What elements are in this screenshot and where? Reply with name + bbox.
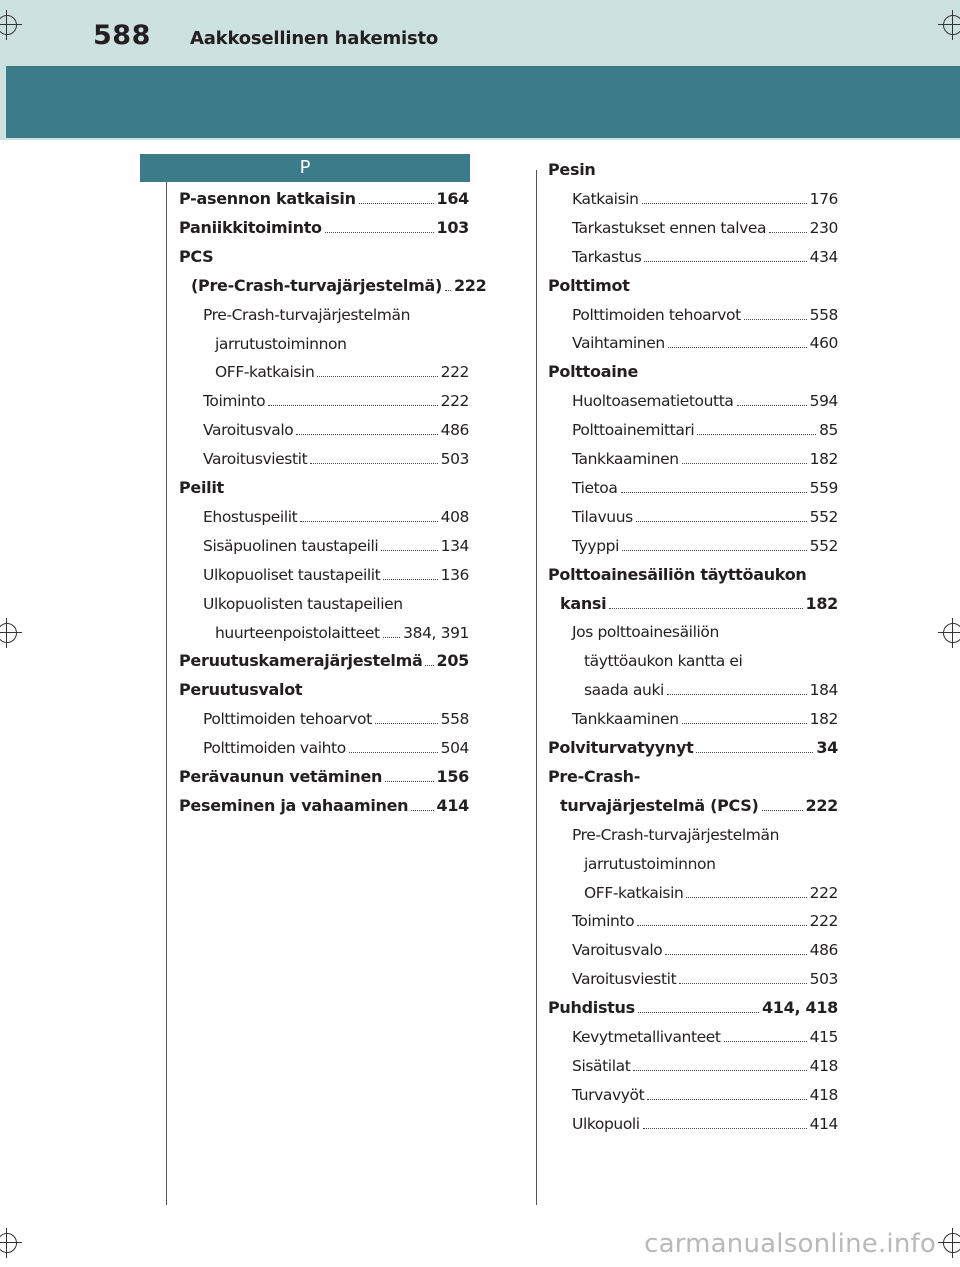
- index-term: Polttoainesäiliön täyttöaukon: [548, 564, 807, 584]
- index-term: Pre-Crash-turvajärjestelmän: [203, 305, 411, 324]
- index-page-number: 85: [819, 421, 838, 440]
- index-page-number: 434: [809, 247, 838, 266]
- index-entry: [203, 504, 469, 528]
- dot-leader: [349, 752, 438, 753]
- dot-leader: [667, 694, 807, 695]
- index-entry: [572, 186, 838, 210]
- index-term: Polttimoiden tehoarvot: [203, 710, 372, 729]
- index-entry: [203, 388, 469, 412]
- dot-leader: [359, 203, 434, 204]
- index-term: Polttoaine: [548, 362, 639, 382]
- index-page-number: 230: [809, 218, 838, 237]
- index-term: jarrutustoiminnon: [215, 334, 347, 353]
- index-term: Tarkastukset ennen talvea: [572, 218, 767, 237]
- dot-leader: [737, 405, 807, 406]
- index-entry: [548, 995, 838, 1019]
- dot-leader: [317, 376, 437, 377]
- index-page-number: 222: [809, 883, 838, 902]
- index-term: P-asennon katkaisin: [179, 189, 356, 208]
- index-page-number: 184: [809, 681, 838, 700]
- index-page-number: 558: [440, 710, 469, 729]
- index-term: Peilit: [179, 478, 224, 497]
- index-entry: [179, 215, 469, 239]
- index-page-number: 460: [809, 334, 838, 353]
- index-entry: [572, 1082, 838, 1106]
- index-term: Varoitusvalo: [203, 421, 294, 440]
- index-entry: [179, 475, 469, 499]
- index-term: Ulkopuoliset taustapeilit: [203, 565, 381, 584]
- dot-leader: [636, 521, 807, 522]
- registration-mark-icon: [0, 1228, 22, 1258]
- index-term: Jos polttoainesäiliön: [572, 623, 719, 642]
- index-page-number: 134: [440, 536, 469, 555]
- index-term: Katkaisin: [572, 189, 639, 208]
- index-term: huurteenpoistolaitteet: [215, 623, 380, 642]
- registration-mark-icon: [938, 618, 960, 648]
- index-term: Pre-Crash-: [548, 766, 641, 786]
- index-term: OFF-katkaisin: [584, 883, 684, 902]
- index-term: (Pre-Crash-turvajärjestelmä): [191, 275, 442, 295]
- index-entry: [548, 735, 838, 759]
- index-term: Sisäpuolinen taustapeili: [203, 536, 379, 555]
- index-entry: [203, 562, 469, 586]
- dot-leader: [383, 637, 400, 638]
- index-term: OFF-katkaisin: [215, 363, 315, 382]
- dot-leader: [381, 550, 437, 551]
- index-entry: [548, 359, 838, 383]
- index-entry: [179, 793, 469, 817]
- index-page-number: 415: [809, 1028, 838, 1046]
- index-term: Vaihtaminen: [572, 334, 665, 353]
- index-entry: [179, 764, 469, 788]
- index-term: täyttöaukon kantta ei: [584, 652, 743, 671]
- index-page-number: 103: [436, 217, 469, 237]
- index-entry: [572, 215, 838, 239]
- index-term: Pre-Crash-turvajärjestelmän: [572, 825, 780, 844]
- index-term: Pesin: [548, 160, 596, 179]
- dot-leader: [762, 810, 803, 811]
- index-entry: [572, 533, 838, 557]
- index-entry: [572, 706, 838, 730]
- index-term: Peruutuskamerajärjestelmä: [179, 651, 423, 671]
- index-page-number: 222: [440, 392, 469, 411]
- index-term: Polttimoiden tehoarvot: [572, 305, 741, 324]
- index-page-number: 552: [809, 507, 838, 526]
- index-page-number: 205: [436, 651, 469, 671]
- index-term: PCS: [179, 246, 214, 266]
- index-term: Peruutusvalot: [179, 680, 303, 700]
- index-page-number: 222: [805, 795, 838, 815]
- index-term: Tyyppi: [572, 536, 619, 555]
- watermark: carmanualsonline.info: [644, 1229, 936, 1259]
- dot-leader: [682, 463, 807, 464]
- index-entry: [572, 822, 838, 846]
- index-entry: [572, 446, 838, 470]
- index-term: Paniikkitoiminto: [179, 217, 322, 237]
- page-title: Aakkosellinen hakemisto: [190, 28, 439, 49]
- index-entry: [572, 302, 838, 326]
- right-column-rule: [536, 170, 537, 1205]
- dot-leader: [310, 463, 437, 464]
- index-page-number: 418: [809, 1085, 838, 1104]
- dot-leader: [325, 232, 434, 233]
- index-term: Ulkopuoli: [572, 1114, 640, 1133]
- registration-mark-icon: [0, 10, 22, 40]
- dot-leader: [268, 405, 437, 406]
- index-page-number: 182: [809, 450, 838, 468]
- index-term: Perävaunun vetäminen: [179, 767, 383, 786]
- index-page-number: 176: [809, 189, 838, 208]
- dot-leader: [411, 810, 433, 811]
- dot-leader: [647, 1099, 806, 1100]
- dot-leader: [425, 665, 433, 666]
- index-term: Varoitusviestit: [203, 450, 308, 469]
- dot-leader: [637, 925, 806, 926]
- index-page-number: 222: [440, 363, 469, 382]
- index-page-number: 408: [440, 507, 469, 526]
- index-entry: [572, 417, 838, 441]
- dot-leader: [679, 983, 806, 984]
- index-term: Tarkastus: [572, 247, 642, 266]
- index-entry: [191, 273, 487, 297]
- registration-mark-icon: [938, 10, 960, 40]
- index-entry: [584, 880, 838, 904]
- index-term: Tietoa: [572, 478, 618, 497]
- index-page-number: 594: [809, 392, 838, 411]
- index-page-number: 182: [809, 710, 838, 729]
- index-entry: [203, 591, 469, 615]
- index-entry: [179, 648, 469, 672]
- dot-leader: [642, 203, 807, 204]
- dot-leader: [682, 723, 807, 724]
- index-term: Polttimot: [548, 275, 630, 295]
- index-page-number: 414, 418: [761, 998, 838, 1018]
- index-term: Kevytmetallivanteet: [572, 1028, 721, 1046]
- index-entry: [215, 620, 469, 644]
- index-term: turvajärjestelmä (PCS): [560, 795, 759, 815]
- index-term: Toiminto: [572, 912, 635, 931]
- index-term: Huoltoasematietoutta: [572, 392, 734, 411]
- index-entry: [203, 417, 469, 441]
- index-term: Tankkaaminen: [572, 710, 679, 729]
- index-entry: [179, 244, 469, 268]
- index-entry: [215, 331, 469, 355]
- index-term: Ehostuspeilit: [203, 507, 298, 526]
- index-entry: [548, 157, 838, 181]
- dot-leader: [621, 492, 807, 493]
- index-page-number: 34: [816, 738, 838, 757]
- index-term: Puhdistus: [548, 998, 635, 1018]
- dot-leader: [385, 781, 433, 782]
- index-entry: [572, 330, 838, 354]
- index-page-number: 503: [809, 970, 838, 989]
- index-entry: [548, 764, 838, 788]
- index-term: Toiminto: [203, 392, 266, 411]
- index-page-number: 503: [440, 450, 469, 469]
- index-entry: [572, 937, 838, 961]
- index-term: Tankkaaminen: [572, 450, 679, 468]
- index-term: Tilavuus: [572, 507, 633, 526]
- section-header-letter: P: [140, 154, 470, 182]
- index-page-number: 136: [440, 565, 469, 584]
- index-term: Peseminen ja vahaaminen: [179, 795, 409, 815]
- index-term: Polttoainemittari: [572, 421, 695, 440]
- dot-leader: [686, 897, 806, 898]
- index-page-number: 164: [436, 189, 469, 208]
- index-page-number: 156: [436, 767, 469, 786]
- index-page-number: 486: [440, 421, 469, 440]
- index-entry: [179, 677, 469, 701]
- registration-mark-icon: [938, 1228, 960, 1258]
- dot-leader: [644, 261, 806, 262]
- index-entry: [215, 359, 469, 383]
- index-page-number: 558: [809, 305, 838, 324]
- index-page-number: 414: [809, 1114, 838, 1133]
- dot-leader: [643, 1128, 807, 1129]
- index-entry: [572, 619, 838, 643]
- index-page-number: 222: [453, 275, 487, 295]
- index-entry: [548, 273, 838, 297]
- index-entry: [560, 793, 838, 817]
- index-entry: [584, 648, 838, 672]
- dot-leader: [638, 1012, 759, 1013]
- dot-leader: [665, 954, 806, 955]
- dot-leader: [296, 434, 437, 435]
- index-term: jarrutustoiminnon: [584, 854, 716, 873]
- dot-leader: [609, 608, 802, 609]
- index-entry: [548, 562, 838, 586]
- index-entry: [203, 706, 469, 730]
- index-entry: [572, 1053, 838, 1077]
- dot-leader: [383, 579, 437, 580]
- index-page-number: 552: [809, 536, 838, 555]
- dot-leader: [633, 1070, 806, 1071]
- index-page-number: 414: [436, 795, 469, 815]
- index-term: Sisätilat: [572, 1056, 631, 1075]
- index-entry: [179, 186, 469, 210]
- index-entry: [572, 966, 838, 990]
- index-entry: [203, 735, 469, 759]
- index-term: Ulkopuolisten taustapeilien: [203, 594, 403, 613]
- left-column-rule: [166, 170, 167, 1205]
- index-entry: [572, 1024, 838, 1048]
- index-page-number: 222: [809, 912, 838, 931]
- index-entry: [203, 533, 469, 557]
- index-term: Varoitusvalo: [572, 941, 663, 960]
- dot-leader: [724, 1041, 807, 1042]
- registration-mark-icon: [0, 618, 22, 648]
- index-entry: [584, 677, 838, 701]
- index-term: Turvavyöt: [572, 1085, 645, 1104]
- dot-leader: [696, 752, 813, 753]
- title-bar: [6, 66, 960, 138]
- index-entry: [572, 244, 838, 268]
- index-page-number: 418: [809, 1056, 838, 1075]
- dot-leader: [697, 434, 816, 435]
- index-page-number: 504: [440, 739, 469, 758]
- index-term: Polttimoiden vaihto: [203, 739, 346, 758]
- dot-leader: [375, 723, 438, 724]
- dot-leader: [445, 290, 451, 291]
- dot-leader: [668, 347, 807, 348]
- index-entry: [584, 851, 838, 875]
- index-entry: [572, 475, 838, 499]
- index-entry: [203, 446, 469, 470]
- index-entry: [572, 1111, 838, 1135]
- index-entry: [203, 302, 469, 326]
- dot-leader: [769, 232, 807, 233]
- index-page-number: 384, 391: [403, 623, 469, 642]
- index-entry: [572, 504, 838, 528]
- index-page-number: 559: [809, 478, 838, 497]
- index-term: kansi: [560, 593, 607, 613]
- index-term: saada auki: [584, 681, 664, 700]
- dot-leader: [744, 319, 807, 320]
- index-entry: [572, 908, 838, 932]
- dot-leader: [300, 521, 437, 522]
- page-number: 588: [93, 20, 151, 51]
- index-term: Varoitusviestit: [572, 970, 677, 989]
- index-page-number: 486: [809, 941, 838, 960]
- index-entry: [560, 591, 838, 615]
- index-term: Polviturvatyynyt: [548, 738, 694, 757]
- index-entry: [572, 388, 838, 412]
- dot-leader: [622, 550, 807, 551]
- index-page-number: 182: [805, 593, 838, 613]
